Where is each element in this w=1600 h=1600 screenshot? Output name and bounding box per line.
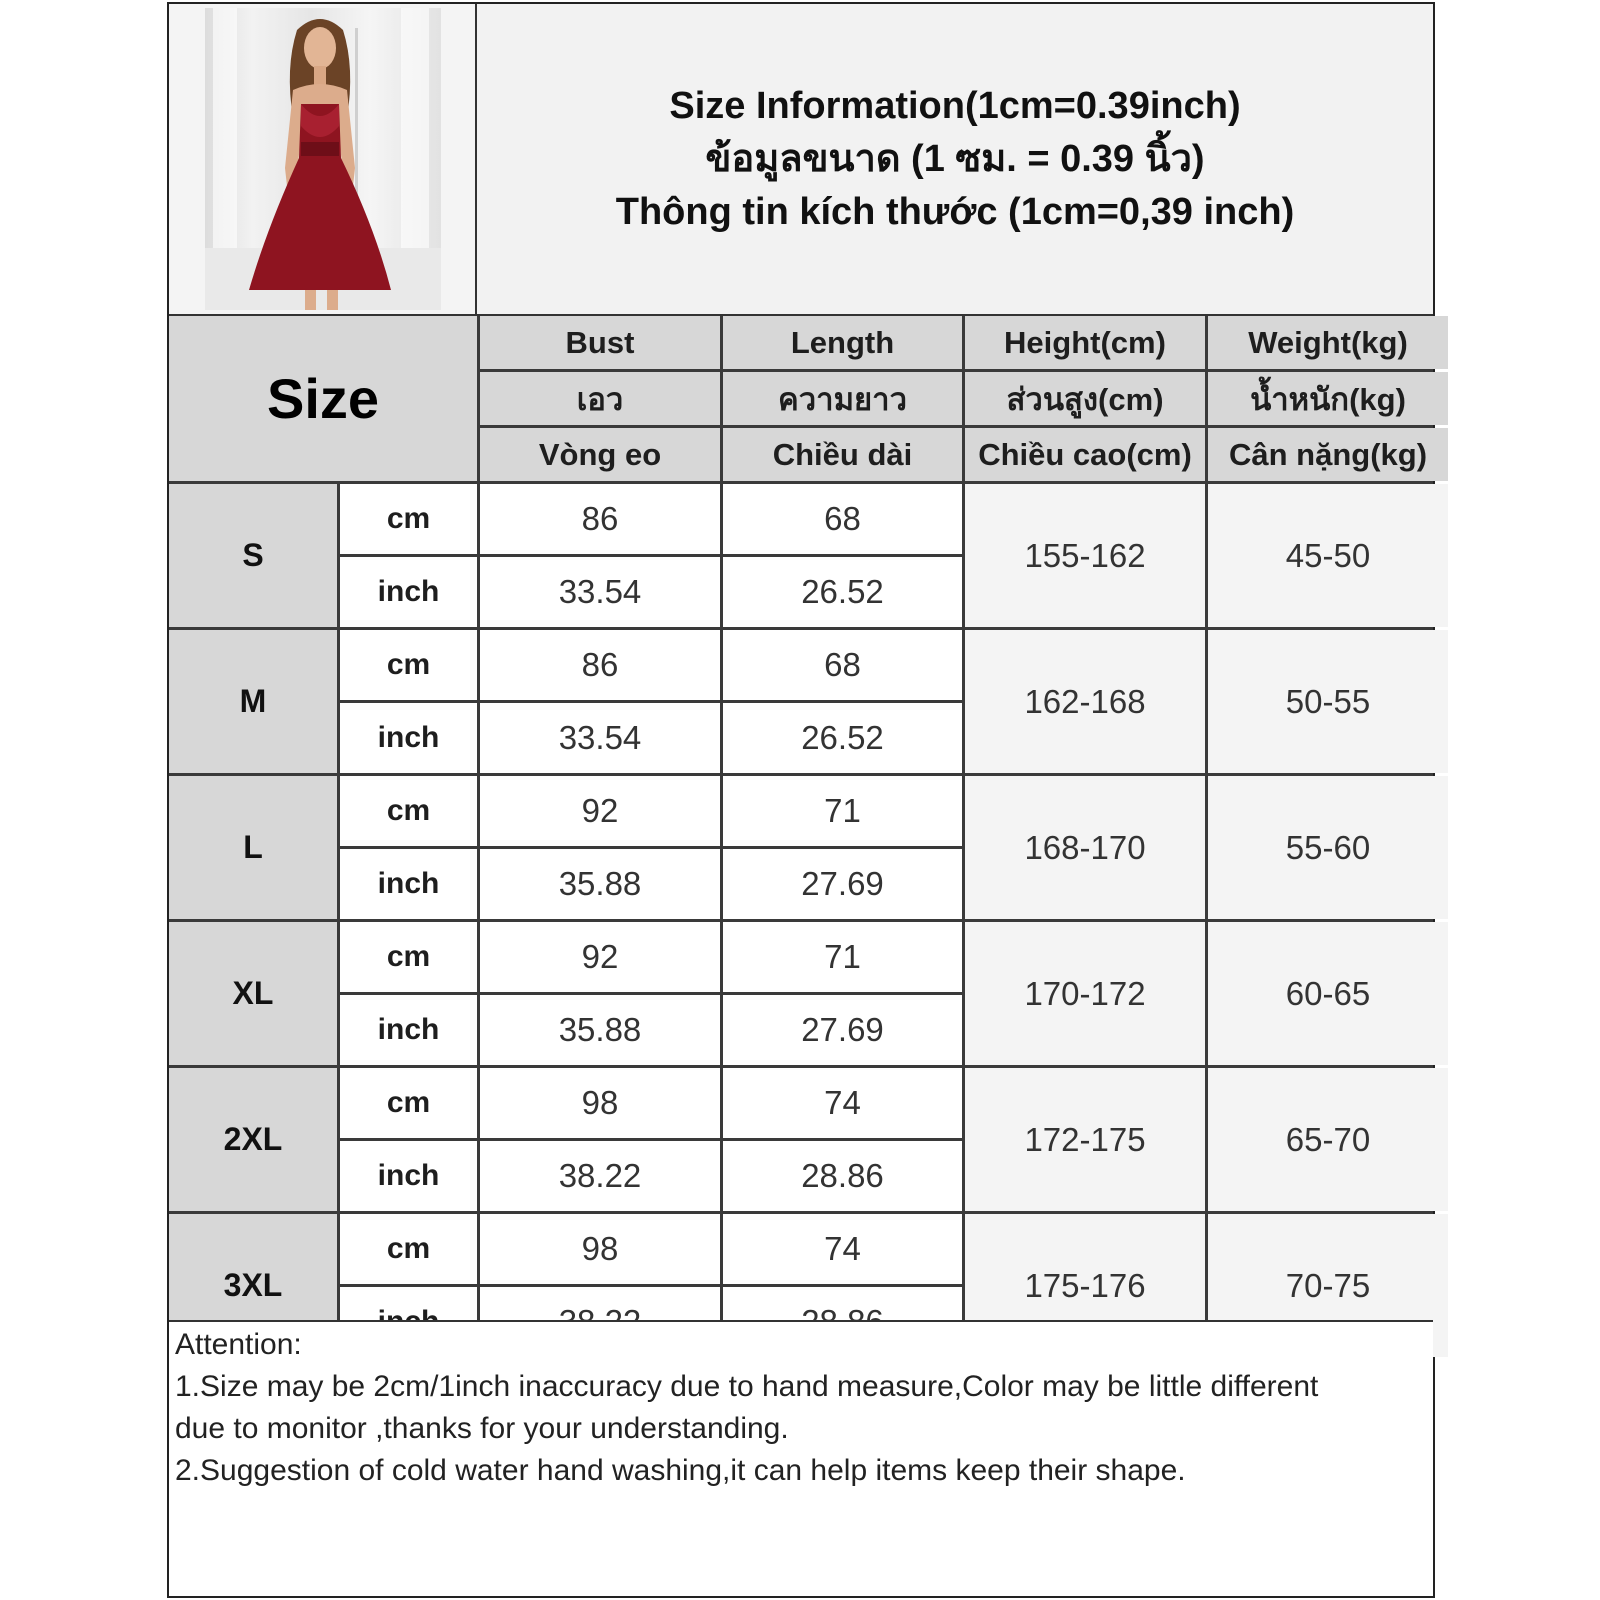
unit-inch: inch <box>340 849 477 919</box>
length-inch-xl: 27.69 <box>723 995 962 1065</box>
weight-2xl: 65-70 <box>1208 1068 1448 1211</box>
notes-heading: Attention: <box>175 1328 302 1361</box>
attention-notes <box>169 1320 1433 1596</box>
product-photo <box>205 8 441 310</box>
size-label-s: S <box>169 484 337 627</box>
unit-cm: cm <box>340 776 477 846</box>
bust-cm-2xl: 98 <box>480 1068 720 1138</box>
length-cm-s: 68 <box>723 484 962 554</box>
bust-cm-xl: 92 <box>480 922 720 992</box>
height-2xl: 172-175 <box>965 1068 1205 1211</box>
size-header: Size <box>169 316 477 481</box>
notes-line-2: due to monitor ,thanks for your understanding. <box>175 1412 789 1445</box>
title-thai: ข้อมูลขนาด (1 ซม. = 0.39 นิ้ว) <box>705 137 1205 180</box>
weight-m: 50-55 <box>1208 630 1448 773</box>
title-vietnamese: Thông tin kích thước (1cm=0,39 inch) <box>615 190 1295 233</box>
height-s: 155-162 <box>965 484 1205 627</box>
bust-cm-3xl: 98 <box>480 1214 720 1284</box>
size-table <box>169 316 1433 1320</box>
unit-cm: cm <box>340 1068 477 1138</box>
notes-line-1: 1.Size may be 2cm/1inch inaccuracy due to hand measure,Color may be little different <box>175 1370 1319 1403</box>
bust-inch-m: 33.54 <box>480 703 720 773</box>
unit-cm: cm <box>340 922 477 992</box>
col-header-height-vi: Chiều cao(cm) <box>965 428 1205 481</box>
unit-inch: inch <box>340 1141 477 1211</box>
model-in-red-dress-image <box>205 8 441 310</box>
col-header-weight-vi: Cân nặng(kg) <box>1208 428 1448 481</box>
length-cm-3xl: 74 <box>723 1214 962 1284</box>
unit-cm: cm <box>340 1214 477 1284</box>
unit-cm: cm <box>340 484 477 554</box>
bust-cm-l: 92 <box>480 776 720 846</box>
weight-xl: 60-65 <box>1208 922 1448 1065</box>
unit-inch: inch <box>340 703 477 773</box>
length-inch-s: 26.52 <box>723 557 962 627</box>
length-inch-2xl: 28.86 <box>723 1141 962 1211</box>
bust-inch-s: 33.54 <box>480 557 720 627</box>
length-inch-m: 26.52 <box>723 703 962 773</box>
length-cm-xl: 71 <box>723 922 962 992</box>
size-label-3xl: 3XL <box>169 1214 337 1357</box>
col-header-bust-vi: Vòng eo <box>480 428 720 481</box>
col-header-height-th: ส่วนสูง(cm) <box>965 372 1205 425</box>
height-xl: 170-172 <box>965 922 1205 1065</box>
bust-inch-xl: 35.88 <box>480 995 720 1065</box>
height-3xl: 175-176 <box>965 1214 1205 1357</box>
size-chart <box>167 2 1435 1598</box>
unit-cm: cm <box>340 630 477 700</box>
col-header-length-en: Length <box>723 316 962 369</box>
title-banner <box>477 4 1433 316</box>
height-m: 162-168 <box>965 630 1205 773</box>
height-l: 168-170 <box>965 776 1205 919</box>
title-english: Size Information(1cm=0.39inch) <box>669 84 1241 127</box>
col-header-bust-en: Bust <box>480 316 720 369</box>
weight-s: 45-50 <box>1208 484 1448 627</box>
bust-cm-s: 86 <box>480 484 720 554</box>
unit-inch: inch <box>340 557 477 627</box>
weight-3xl: 70-75 <box>1208 1214 1448 1357</box>
col-header-bust-th: เอว <box>480 372 720 425</box>
weight-l: 55-60 <box>1208 776 1448 919</box>
length-cm-m: 68 <box>723 630 962 700</box>
col-header-weight-en: Weight(kg) <box>1208 316 1448 369</box>
length-cm-l: 71 <box>723 776 962 846</box>
length-cm-2xl: 74 <box>723 1068 962 1138</box>
col-header-height-en: Height(cm) <box>965 316 1205 369</box>
bust-inch-l: 35.88 <box>480 849 720 919</box>
col-header-length-vi: Chiều dài <box>723 428 962 481</box>
size-label-2xl: 2XL <box>169 1068 337 1211</box>
col-header-weight-th: น้ำหนัก(kg) <box>1208 372 1448 425</box>
bust-inch-2xl: 38.22 <box>480 1141 720 1211</box>
size-label-xl: XL <box>169 922 337 1065</box>
unit-inch: inch <box>340 995 477 1065</box>
col-header-length-th: ความยาว <box>723 372 962 425</box>
notes-line-3: 2.Suggestion of cold water hand washing,it can help items keep their shape. <box>175 1454 1186 1487</box>
size-label-m: M <box>169 630 337 773</box>
size-label-l: L <box>169 776 337 919</box>
length-inch-l: 27.69 <box>723 849 962 919</box>
bust-cm-m: 86 <box>480 630 720 700</box>
product-photo-cell <box>169 4 477 316</box>
